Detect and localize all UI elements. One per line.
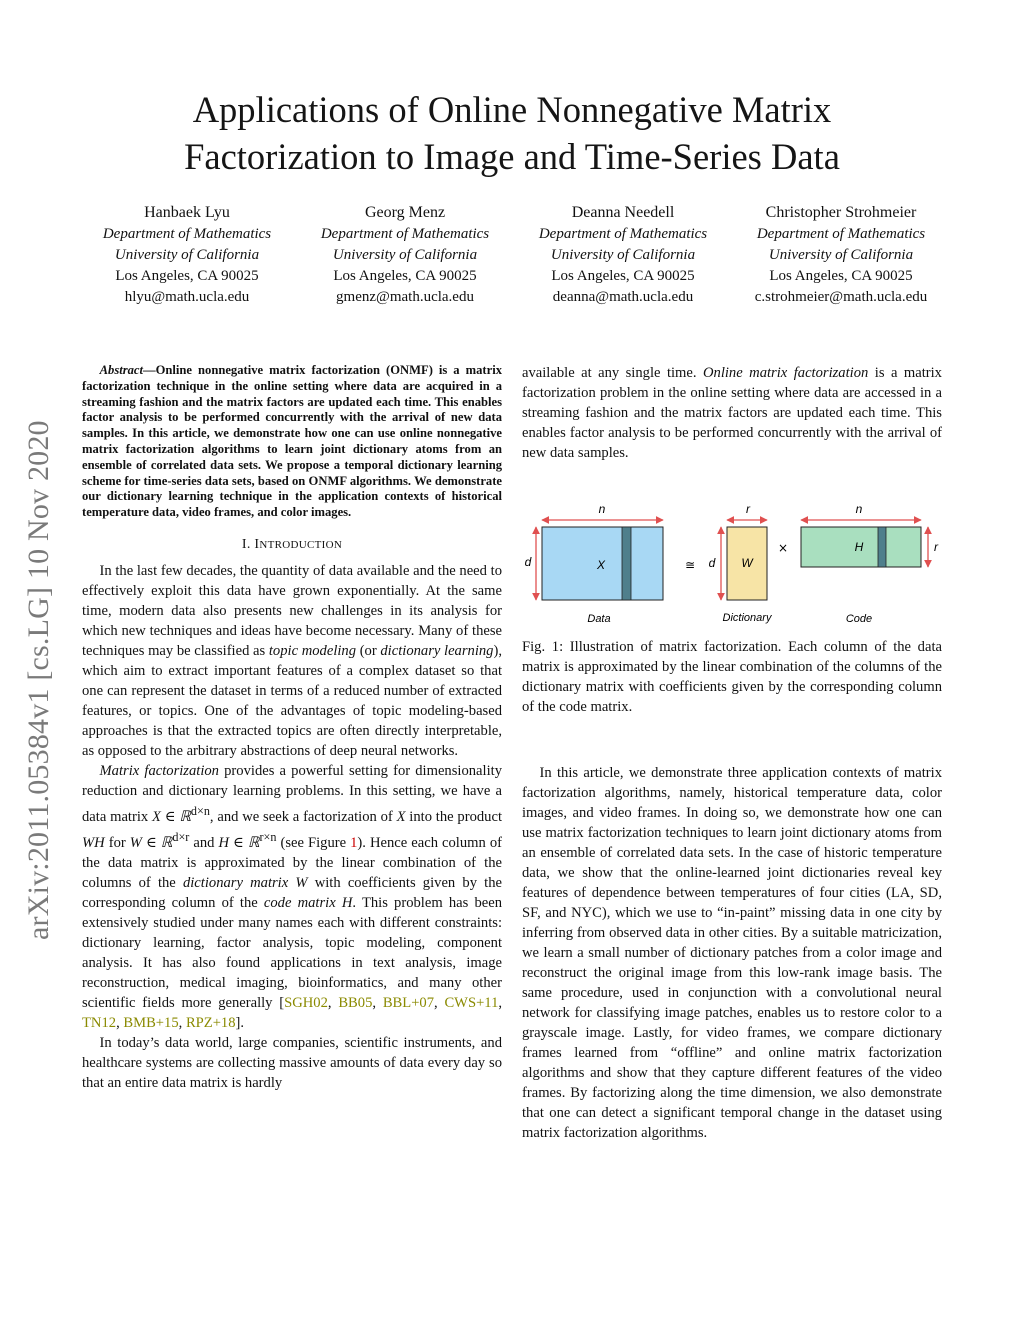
math-run: X ∈ ℝ <box>152 808 191 825</box>
dict-width-label: r <box>746 502 750 516</box>
text-run: (or <box>356 642 381 659</box>
author-name: Christopher Strohmeier <box>765 204 917 221</box>
author-email[interactable]: deanna@math.ucla.edu <box>552 289 694 305</box>
author-dept: Department of Mathematics <box>756 226 926 242</box>
text-run: with coefficients given by the corresponding column of the <box>82 874 502 911</box>
arxiv-watermark: arXiv:2011.05384v1 [cs.LG] 10 Nov 2020 <box>22 420 55 940</box>
right-column-top <box>522 363 942 463</box>
text-run: , and we seek a factorization of <box>209 808 397 825</box>
matrix-factorization-figure <box>522 498 942 633</box>
author-2 <box>296 202 514 308</box>
dictionary-matrix-symbol: W <box>741 556 753 570</box>
dict-height-label: d <box>708 556 716 570</box>
text-run: (see Figure <box>276 834 351 851</box>
math-sup: d×r <box>172 829 190 844</box>
author-name: Deanna Needell <box>571 204 675 221</box>
right-paragraph-2: In this article, we demonstrate three application contexts of matrix factorization algorithms, namely, historical temperature data, color images, and video frames. In doing so, we demonstrate how one can use matrix factorization techniques to learn joint dictionary atoms from an ensemble of correlated data sets. In the case of historic temperature data, we show that the online-learned joint dictionaries reveal key features of dependence between temperatures of four cities (LA, SD, SF, and NYC), which we use to “in-paint” missing data in one city by inferring from observed data in other cities. By a suitable matricization, we learn a small number of dictionary patches from a color image and reconstruct the original image from this low-rank image basis. The same procedure, used in conjunction with a convolutional neural network for classifying image patches, enables us to restore color to a grayscale image. Lastly, for video frames, we compare dictionary frames learned from “offline” and online matrix factorization algorithms and show that they capture different features of the video frames. By factorizing along the time dimension, we also demonstrate that one can detect a significant temporal change in the dataset using matrix factorization algorithms. <box>522 765 942 1141</box>
author-univ: University of California <box>332 247 478 263</box>
times-symbol: × <box>777 541 789 555</box>
citation-link[interactable]: TN12 <box>82 1014 117 1031</box>
code-column-highlight <box>878 527 886 567</box>
author-name: Hanbaek Lyu <box>144 204 230 221</box>
code-width-label: n <box>855 502 863 516</box>
text-run: topic modeling <box>268 642 357 659</box>
citation-link[interactable]: CWS+11 <box>444 994 499 1011</box>
author-3 <box>514 202 732 308</box>
right-paragraph-1 <box>522 363 942 463</box>
section-heading <box>82 535 502 555</box>
author-univ: University of California <box>768 247 914 263</box>
text-run: for <box>104 834 130 851</box>
citation-link[interactable]: BBL+07 <box>382 994 435 1011</box>
math-sup: d×n <box>190 803 210 818</box>
code-matrix-symbol: H <box>854 540 864 554</box>
text-run: and <box>189 834 219 851</box>
author-email[interactable]: gmenz@math.ucla.edu <box>336 289 474 305</box>
left-column <box>82 363 502 1093</box>
text-run: code matrix H <box>263 894 353 911</box>
author-dept: Department of Mathematics <box>102 226 272 242</box>
text-run: provides a powerful setting for dimensionality reduction and dictionary learning problems. In this setting, we have a data matrix <box>82 762 502 825</box>
author-email[interactable]: c.strohmeier@math.ucla.edu <box>754 289 928 305</box>
data-matrix-symbol: X <box>596 558 606 572</box>
math-run: X <box>396 808 406 825</box>
text-run: dictionary matrix W <box>182 874 308 891</box>
section-title: NTRODUCTION <box>259 538 343 551</box>
author-name: Georg Menz <box>364 204 446 221</box>
abstract-label: Abstract <box>99 363 144 377</box>
data-height-label: d <box>524 555 532 569</box>
author-city: Los Angeles, CA 90025 <box>551 268 695 284</box>
section-number: I. I <box>241 536 260 552</box>
right-column-body <box>522 763 942 1143</box>
citation-link[interactable]: RPZ+18 <box>185 1014 236 1031</box>
text-run: Online matrix factorization <box>702 365 869 381</box>
text-run: ), which aim to extract important features of a complex dataset so that one can represent the dataset in terms of a reduced number of extracted features, or topics. One of the advantages of topic modeling-based approaches is that the extracted topics are often directly interpretable, as opposed to the arbitrary abstractions of deep neural networks. <box>82 642 502 759</box>
data-caption-label: Data <box>587 613 611 625</box>
citation-link[interactable]: BMB+15 <box>123 1014 179 1031</box>
dictionary-caption-label: Dictionary <box>722 612 772 624</box>
code-height-label: r <box>934 540 938 554</box>
text-run: Matrix factorization <box>99 762 219 779</box>
author-dept: Department of Mathematics <box>538 226 708 242</box>
author-univ: University of California <box>550 247 696 263</box>
text-run: available at any single time. <box>522 365 703 381</box>
approx-symbol: ≅ <box>684 558 696 572</box>
figure-caption: Fig. 1: Illustration of matrix factorization. Each column of the data matrix is approximated by the linear combination of the columns of the dictionary matrix with coefficients given by the corresponding column of the code matrix. <box>522 639 942 715</box>
title-line-2: Factorization to Image and Time-Series Data <box>184 136 840 177</box>
abstract-text: —Online nonnegative matrix factorization (ONMF) is a matrix factorization technique in the online setting where data are acquired in a streaming fashion and the matrix factors are updated each time. This enables factor analysis to be performed concurrently with the arrival of new data samples. In this article, we demonstrate how one can use online nonnegative matrix factorization algorithms to learn joint dictionary atoms from an ensemble of correlated data sets. We propose a temporal dictionary learning scheme for time-series data sets, based on ONMF algorithms. We demonstrate our dictionary learning technique in the application contexts of historical temperature data, video frames, and color images. <box>82 363 502 520</box>
citation-link[interactable]: BB05 <box>338 994 373 1011</box>
math-run: WH <box>82 834 105 851</box>
intro-paragraph-1 <box>82 561 502 761</box>
figure-link[interactable]: 1 <box>350 834 358 851</box>
data-width-label: n <box>598 502 606 516</box>
author-univ: University of California <box>114 247 260 263</box>
citation-link[interactable]: SGH02 <box>284 994 328 1011</box>
author-4 <box>732 202 950 308</box>
author-email[interactable]: hlyu@math.ucla.edu <box>124 289 250 305</box>
text-run: . This problem has been extensively studied under many names each with different constraints: dictionary learning, factor analysis, topic modeling, component analysis. It has also found applications in text analysis, image reconstruction, medical imaging, bioinformatics, and many other scientific fields more generally [ <box>82 894 503 1011</box>
text-run: In the last few decades, the quantity of data available and the need to effectively exploit this data have grown exponentially. At the same time, modern data also presents new challenges in its analysis for which new techniques and ideas have become necessary. Many of these techniques may be classified as <box>82 562 502 659</box>
intro-paragraph-2: Matrix factorization provides a powerful setting for dimensionality reduction and dictionary learning problems. In this setting, we have a data matrix X ∈ ℝ$^{d\times n}$, and we seek a factorization of X into the product WH for W ∈ ℝ$^{d\times r}$ and H ∈ ℝ$^{r\times n}$ (see Figure 1). Hence each column of the data matrix is approximated by the linear combination of the columns of the dictionary matrix W with coefficients given by the corresponding column of the code matrix H. This problem has been extensively studied under many names each with different constraints: dictionary learning, factor analysis, topic modeling, component analysis. It has also found applications in text analysis, image reconstruction, medical imaging, bioinformatics, and many other scientific fields more generally [SGH02, BB05, BBL+07, CWS+11, TN12, BMB+15, RPZ+18]. <box>82 762 503 1031</box>
math-run: H ∈ ℝ <box>218 834 260 851</box>
author-city: Los Angeles, CA 90025 <box>769 268 913 284</box>
paper-title <box>80 86 944 180</box>
author-dept: Department of Mathematics <box>320 226 490 242</box>
author-1 <box>78 202 296 308</box>
abstract <box>82 363 502 521</box>
text-run: into the product <box>405 808 503 825</box>
math-run: W ∈ ℝ <box>129 834 173 851</box>
intro-paragraph-3: In today’s data world, large companies, scientific instruments, and healthcare systems are collecting massive amounts of data every day so that an entire data matrix is hardly <box>82 1034 502 1091</box>
text-run: is a matrix factorization problem in the online setting where data are accessed in a streaming fashion and the matrix factors are updated each time. This enables factor analysis to be performed concurrently with the arrival of new data samples. <box>522 365 942 461</box>
author-block <box>78 202 950 308</box>
text-run: dictionary learning <box>380 642 494 659</box>
text-run: ). Hence each column of the data matrix is approximated by the linear combination of the columns of the <box>82 834 502 891</box>
title-line-1: Applications of Online Nonnegative Matrix <box>192 89 832 130</box>
author-city: Los Angeles, CA 90025 <box>115 268 259 284</box>
author-city: Los Angeles, CA 90025 <box>333 268 477 284</box>
text-run: ]. <box>235 1014 245 1031</box>
data-column-highlight <box>622 527 631 600</box>
code-caption-label: Code <box>845 613 873 625</box>
math-sup: r×n <box>259 829 277 844</box>
